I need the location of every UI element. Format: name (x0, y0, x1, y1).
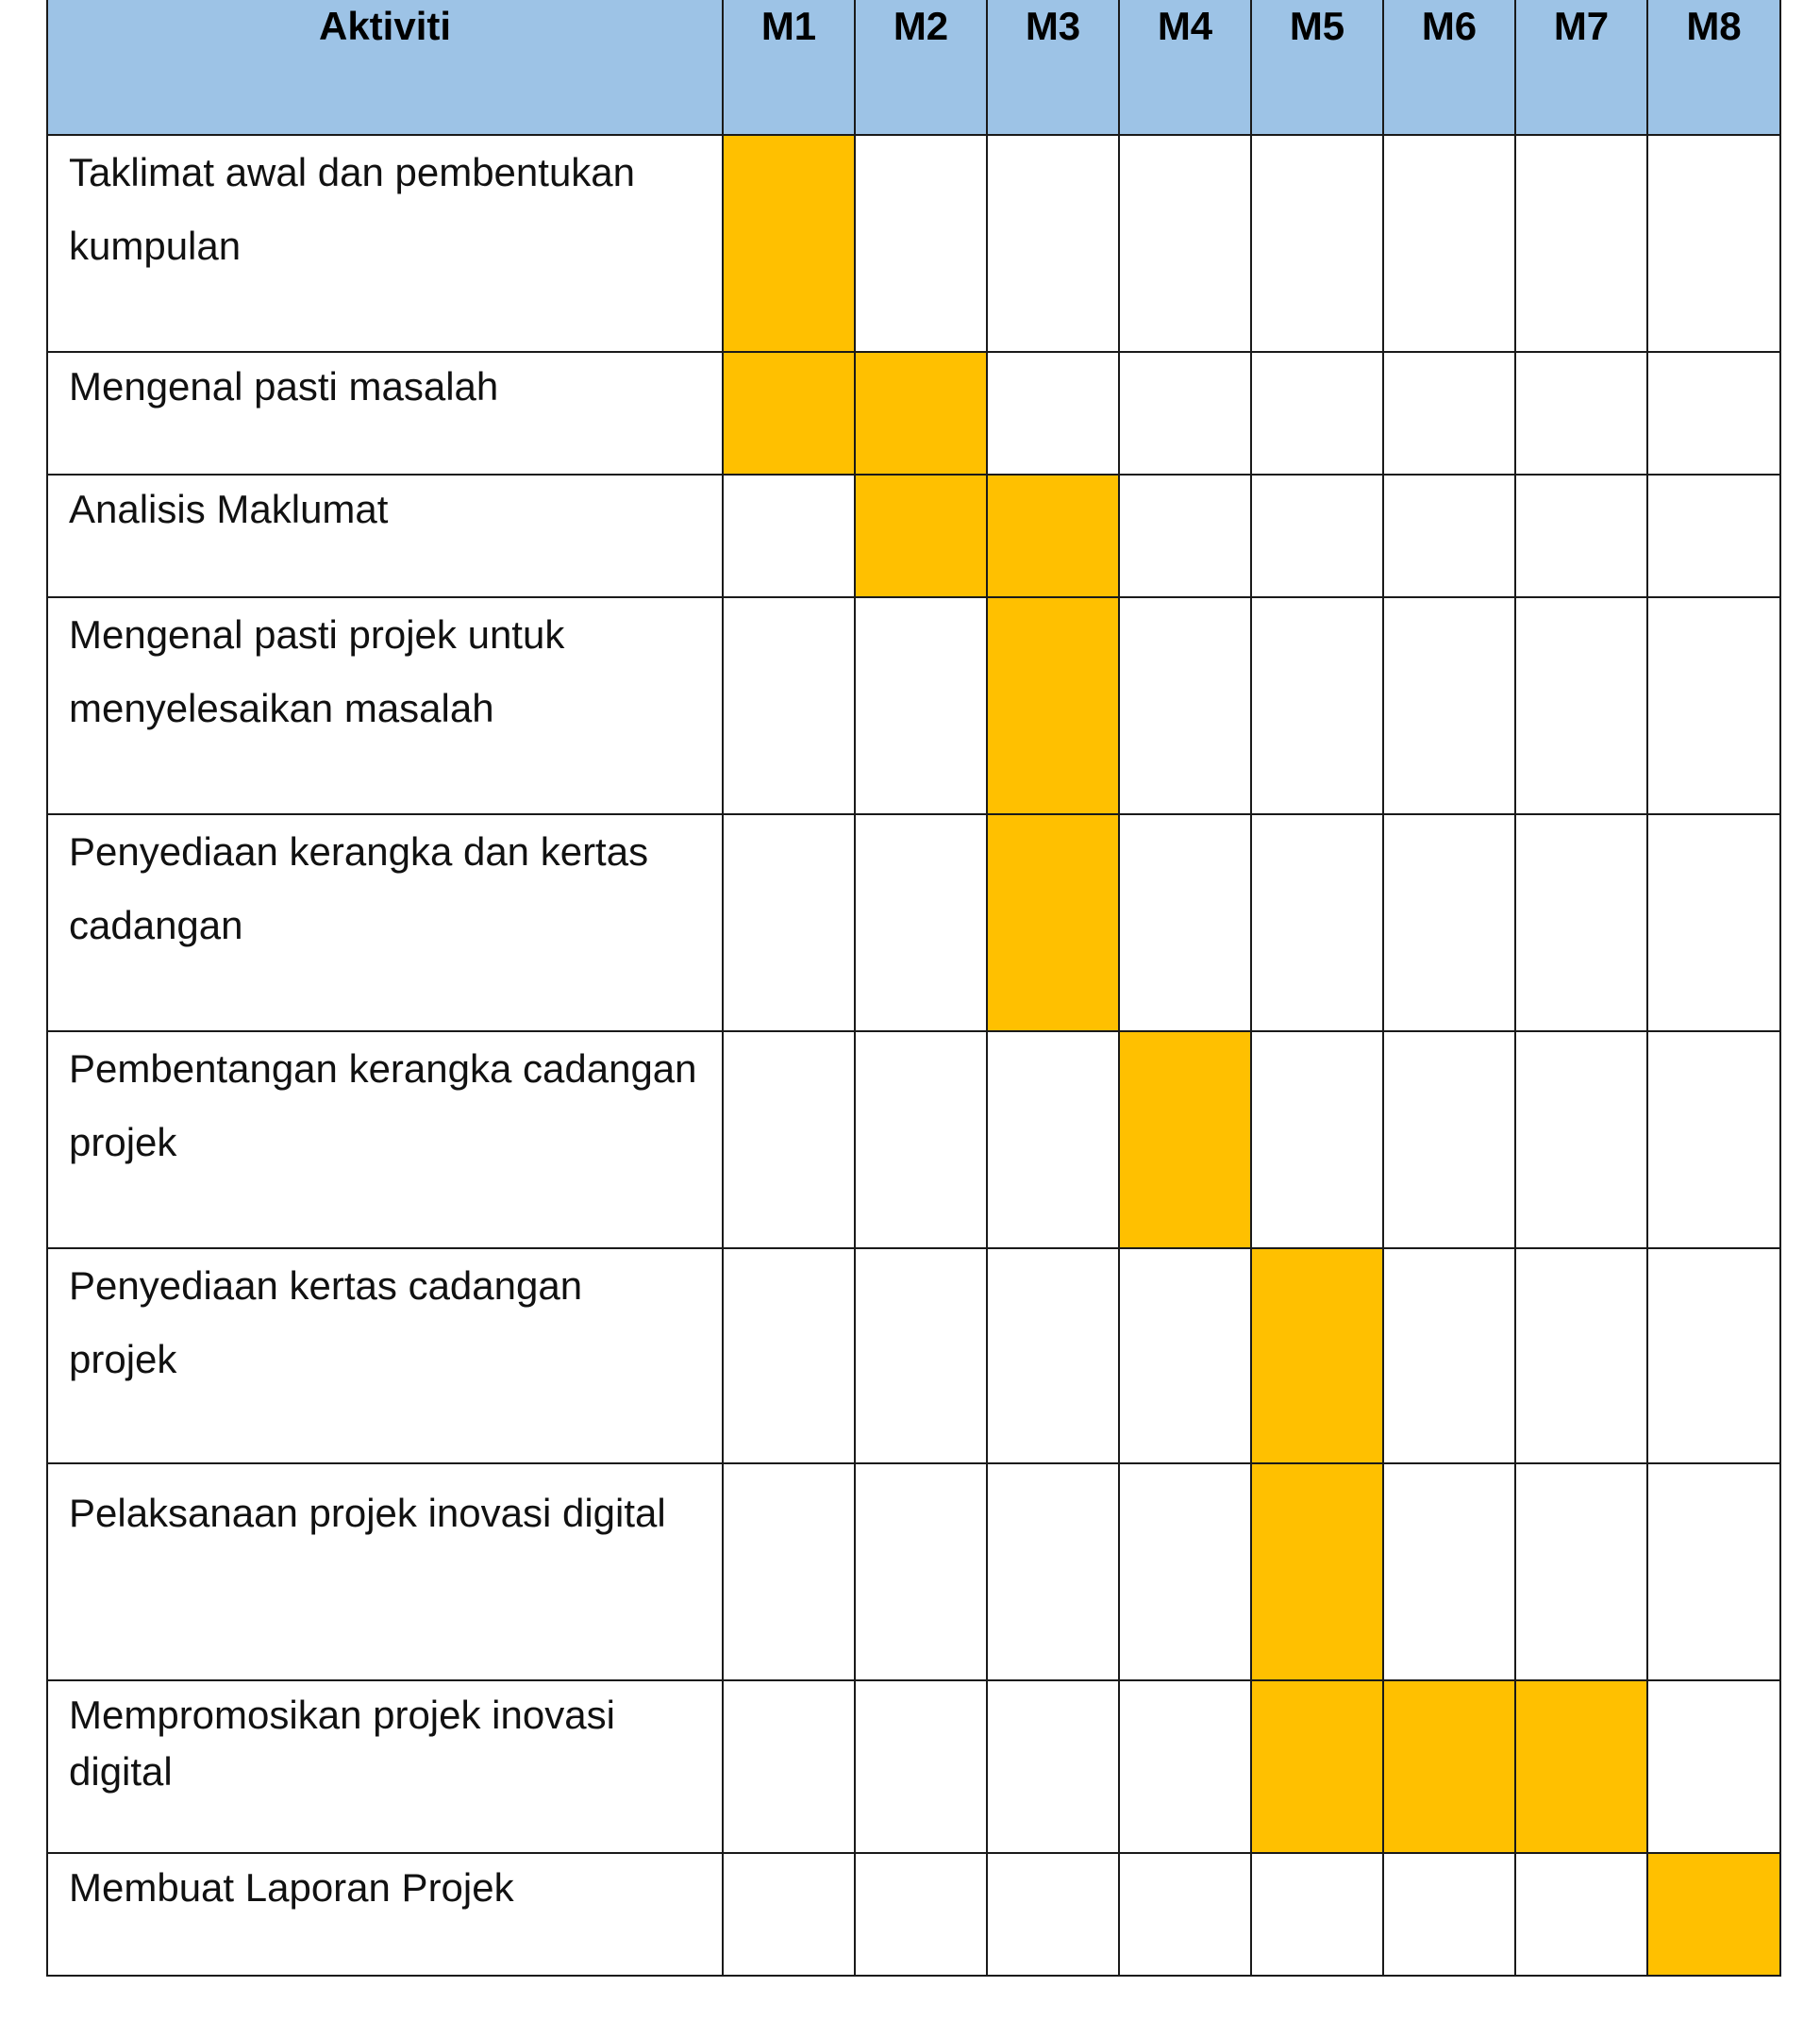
table-row (47, 135, 1780, 352)
schedule-cell (987, 1680, 1119, 1853)
table-row (47, 1853, 1780, 1976)
header-month: M8 (1647, 0, 1780, 135)
schedule-cell (1515, 814, 1647, 1031)
schedule-cell (987, 135, 1119, 352)
header-aktiviti: Aktiviti (47, 0, 723, 135)
schedule-cell (723, 1680, 855, 1853)
schedule-cell (1251, 352, 1383, 475)
schedule-cell (1647, 814, 1780, 1031)
schedule-cell (855, 1248, 987, 1463)
schedule-cell-active (1251, 1463, 1383, 1680)
schedule-cell (855, 1853, 987, 1976)
schedule-cell (1515, 1031, 1647, 1248)
table-row (47, 814, 1780, 1031)
schedule-cell (987, 1031, 1119, 1248)
schedule-cell (855, 1031, 987, 1248)
schedule-cell (1647, 352, 1780, 475)
table-row (47, 352, 1780, 475)
schedule-cell (1119, 814, 1251, 1031)
activity-cell: Mengenal pasti masalah (47, 352, 723, 475)
table-row (47, 475, 1780, 597)
schedule-cell (1515, 135, 1647, 352)
schedule-cell (723, 475, 855, 597)
schedule-cell (1251, 597, 1383, 814)
schedule-cell (1383, 135, 1515, 352)
activity-cell: Penyediaan kertas cadangan projek (47, 1248, 723, 1463)
schedule-cell (1119, 475, 1251, 597)
activity-cell: Mempromosikan projek inovasi digital (47, 1680, 723, 1853)
header-month: M7 (1515, 0, 1647, 135)
schedule-cell (987, 1463, 1119, 1680)
schedule-cell (1383, 1248, 1515, 1463)
schedule-cell (723, 1463, 855, 1680)
activity-cell: Taklimat awal dan pembentukan kumpulan (47, 135, 723, 352)
schedule-cell (723, 1853, 855, 1976)
schedule-cell (1647, 1680, 1780, 1853)
activity-cell: Mengenal pasti projek untuk menyelesaikan masalah (47, 597, 723, 814)
schedule-cell (1515, 1463, 1647, 1680)
schedule-cell-active (1647, 1853, 1780, 1976)
schedule-cell (1647, 597, 1780, 814)
schedule-cell-active (1251, 1248, 1383, 1463)
activity-cell: Membuat Laporan Projek (47, 1853, 723, 1976)
header-month: M6 (1383, 0, 1515, 135)
activity-cell: Penyediaan kerangka dan kertas cadangan (47, 814, 723, 1031)
table-row (47, 1248, 1780, 1463)
table-row (47, 597, 1780, 814)
schedule-cell-active (987, 475, 1119, 597)
schedule-cell (855, 814, 987, 1031)
gantt-table-container (46, 0, 1779, 1977)
schedule-cell (1383, 1853, 1515, 1976)
table-row (47, 1680, 1780, 1853)
schedule-cell (1119, 352, 1251, 475)
schedule-cell (1119, 1248, 1251, 1463)
schedule-cell-active (987, 597, 1119, 814)
header-row (47, 0, 1780, 135)
schedule-cell (1383, 1031, 1515, 1248)
schedule-cell (987, 1248, 1119, 1463)
table-row (47, 1031, 1780, 1248)
schedule-cell (1251, 1853, 1383, 1976)
schedule-cell (1119, 1463, 1251, 1680)
schedule-cell (1647, 1248, 1780, 1463)
activity-cell: Analisis Maklumat (47, 475, 723, 597)
header-month: M5 (1251, 0, 1383, 135)
schedule-cell (723, 597, 855, 814)
activity-schedule-table (46, 0, 1781, 1977)
schedule-cell-active (855, 352, 987, 475)
schedule-cell-active (987, 814, 1119, 1031)
schedule-cell (723, 1248, 855, 1463)
schedule-cell (1119, 597, 1251, 814)
schedule-cell (1119, 1853, 1251, 1976)
schedule-cell (1383, 597, 1515, 814)
header-month: M4 (1119, 0, 1251, 135)
schedule-cell-active (855, 475, 987, 597)
header-month: M2 (855, 0, 987, 135)
schedule-cell (1383, 352, 1515, 475)
schedule-cell (1119, 1680, 1251, 1853)
schedule-cell (1383, 475, 1515, 597)
schedule-cell (1515, 597, 1647, 814)
header-month: M3 (987, 0, 1119, 135)
schedule-cell (1515, 475, 1647, 597)
table-row (47, 1463, 1780, 1680)
schedule-cell (987, 352, 1119, 475)
schedule-cell-active (1515, 1680, 1647, 1853)
schedule-cell (1383, 814, 1515, 1031)
schedule-cell (1251, 475, 1383, 597)
schedule-cell (1515, 1853, 1647, 1976)
schedule-cell (1119, 135, 1251, 352)
schedule-cell (855, 597, 987, 814)
schedule-cell-active (723, 352, 855, 475)
schedule-cell (1647, 475, 1780, 597)
schedule-cell (723, 814, 855, 1031)
activity-cell: Pelaksanaan projek inovasi digital (47, 1463, 723, 1680)
schedule-cell (1515, 1248, 1647, 1463)
schedule-cell (1251, 135, 1383, 352)
schedule-cell (1251, 814, 1383, 1031)
schedule-cell (1515, 352, 1647, 475)
schedule-cell-active (1383, 1680, 1515, 1853)
schedule-cell (855, 135, 987, 352)
schedule-cell (1647, 135, 1780, 352)
schedule-cell (855, 1680, 987, 1853)
schedule-cell (1251, 1031, 1383, 1248)
activity-cell: Pembentangan kerangka cadangan projek (47, 1031, 723, 1248)
schedule-cell-active (723, 135, 855, 352)
header-month: M1 (723, 0, 855, 135)
schedule-cell (855, 1463, 987, 1680)
schedule-cell (723, 1031, 855, 1248)
schedule-cell (1647, 1031, 1780, 1248)
schedule-cell (1647, 1463, 1780, 1680)
schedule-cell-active (1251, 1680, 1383, 1853)
schedule-cell (987, 1853, 1119, 1976)
schedule-cell (1383, 1463, 1515, 1680)
schedule-cell-active (1119, 1031, 1251, 1248)
